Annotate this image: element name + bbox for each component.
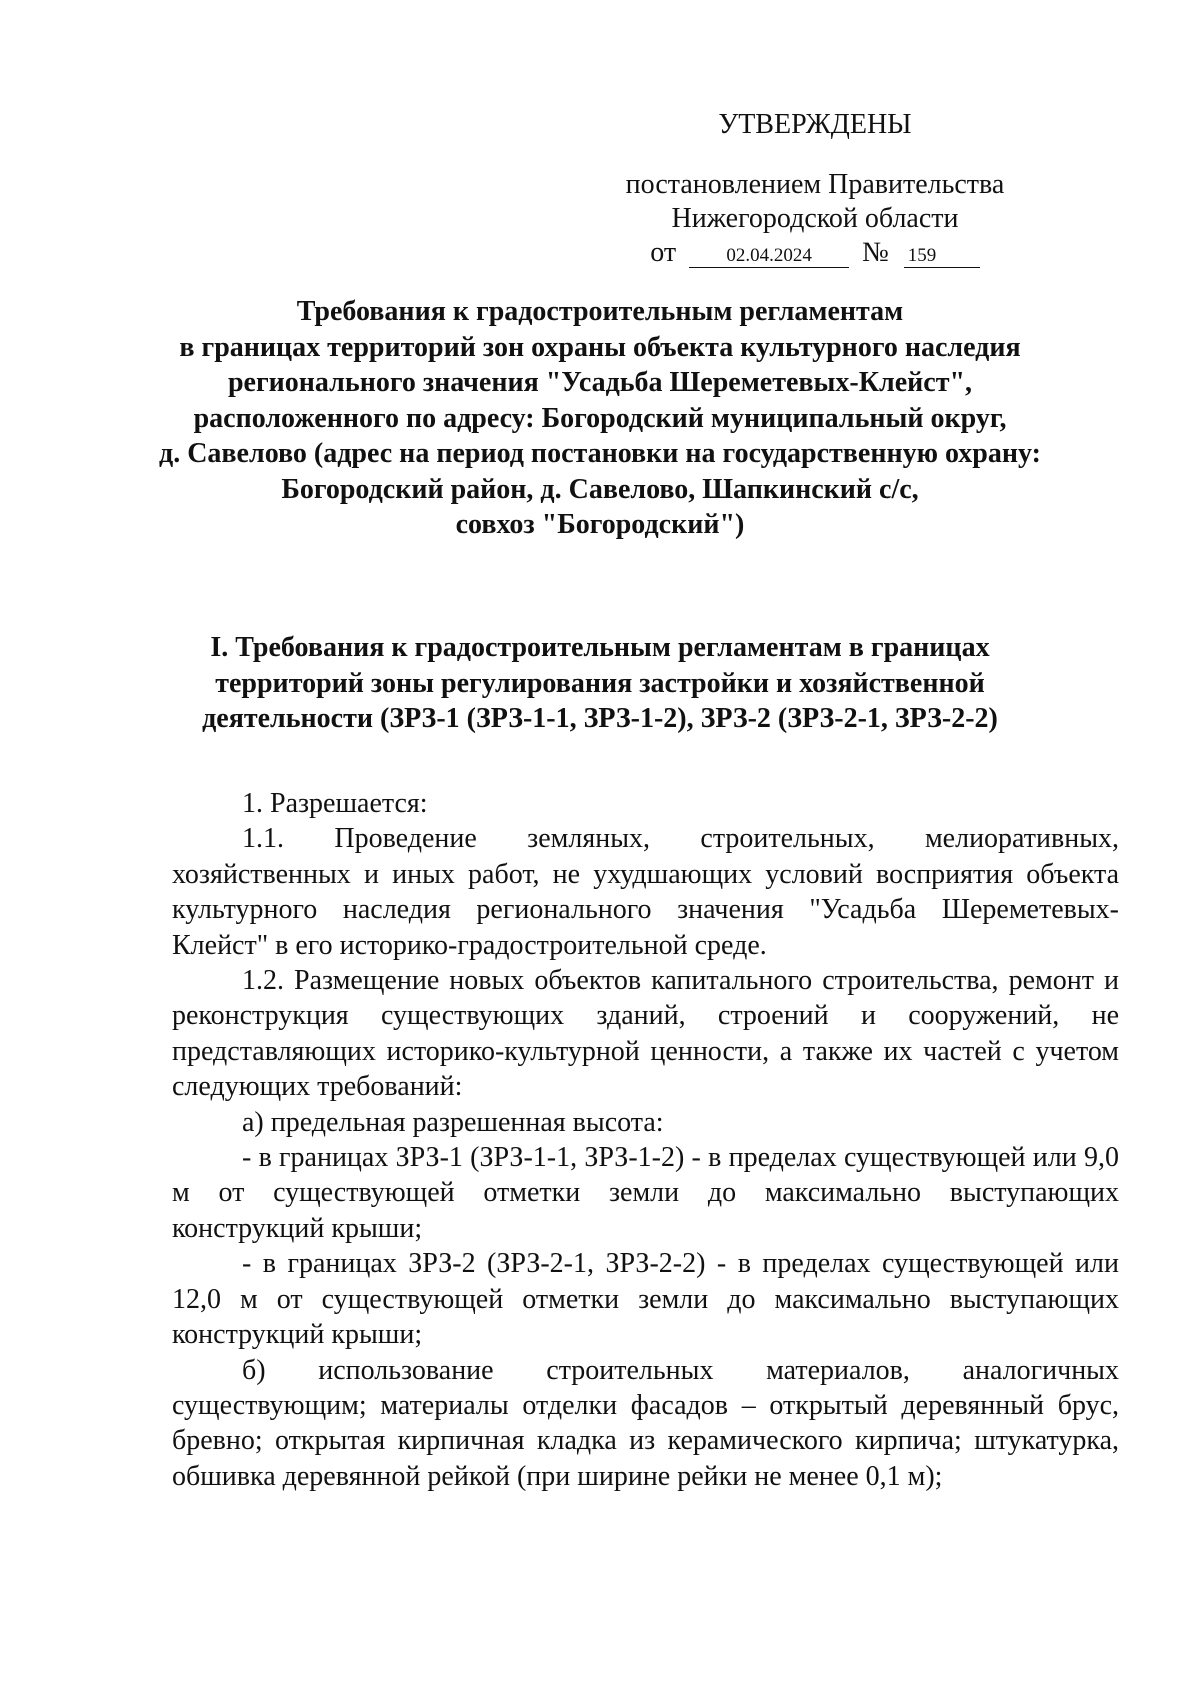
title-line: расположенного по адресу: Богородский муниципальный округ, [193,402,1007,434]
section-heading-line: I. Требования к градостроительным регламентам в границах [210,632,990,663]
paragraph: 1. Разрешается: [242,788,428,819]
title-line: д. Савелово (адрес на период постановки на государственную охрану: [159,438,1041,469]
title-line: Требования к градостроительным регламентам [296,296,904,327]
approval-line-2: Нижегородской области [671,203,959,234]
body-text [172,786,1119,1494]
title-line: Богородский район, д. Савелово, Шапкинский с/с, [281,473,919,505]
paragraph: - в границах ЗРЗ-1 (ЗРЗ-1-1, ЗРЗ-1-2) - в пределах существующей или 9,0 м от существующей отметки земли до максимально выступающих конструкций крыши; [172,1142,1119,1244]
section-heading [150,630,1050,737]
approval-number: 159 [904,245,980,268]
from-label: от [650,237,677,268]
approval-dateline [600,236,1030,270]
approval-heading: УТВЕРЖДЕНЫ [718,109,912,140]
paragraph: 1.2. Размещение новых объектов капитального строительства, ремонт и реконструкция существующих зданий, строений и сооружений, не представляющих историко-культурной ценности, а также их частей с учетом следующих требований: [172,965,1119,1103]
title-line: в границах территорий зон охраны объекта культурного наследия [179,331,1021,363]
title-line: совхоз "Богородский") [455,509,745,540]
approval-date: 02.04.2024 [689,245,849,268]
number-label: № [862,237,889,268]
document-title [150,294,1050,543]
approval-line-1: постановлением Правительства [625,169,1005,200]
paragraph: - в границах ЗРЗ-2 (ЗРЗ-2-1, ЗРЗ-2-2) - в пределах существующей или 12,0 м от существующей отметки земли до максимально выступающих конструкций крыши; [172,1248,1119,1351]
approval-block [600,108,1030,270]
title-line: регионального значения "Усадьба Шереметевых-Клейст", [227,367,973,398]
paragraph: а) предельная разрешенная высота: [242,1106,664,1138]
paragraph: б) использование строительных материалов, аналогичных существующим; материалы отделки фасадов – открытый деревянный брус, бревно; открытая кирпичная кладка из керамического кирпича; штукатурка, обшивка деревянной рейкой (при ширине рейки не менее 0,1 м); [172,1354,1119,1492]
section-heading-line: деятельности (ЗРЗ-1 (ЗРЗ-1-1, ЗРЗ-1-2), ЗРЗ-2 (ЗРЗ-2-1, ЗРЗ-2-2) [202,703,998,734]
section-heading-line: территорий зоны регулирования застройки и хозяйственной [215,667,985,699]
paragraph: 1.1. Проведение земляных, строительных, мелиоративных, хозяйственных и иных работ, не ухудшающих условий восприятия объекта культурного наследия регионального значения "Усадьба Шереметевых-Клейст" в его историко-градостроительной среде. [172,823,1119,961]
